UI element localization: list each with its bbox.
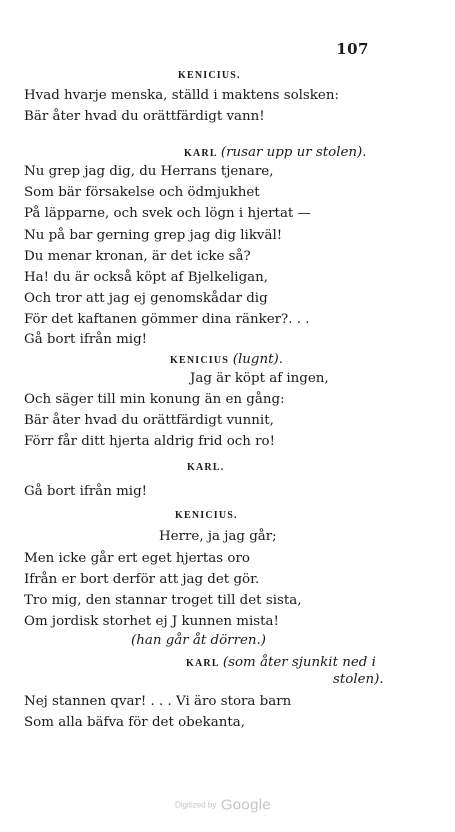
stage-direction: (han går åt dörren.)	[131, 633, 267, 648]
verse-line: Som bär försakelse och ödmjukhet	[24, 185, 260, 200]
speaker-kenicius: KENICIUS.	[175, 510, 238, 521]
verse-line: Du menar kronan, är det icke så?	[24, 249, 251, 264]
stage-direction: (som åter sjunkit ned i	[222, 655, 376, 670]
speaker-karl	[186, 656, 376, 669]
speaker-kenicius	[170, 353, 283, 366]
verse-line: Nej stannen qvar! . . . Vi äro stora barn	[24, 694, 292, 709]
verse-line: Bär åter hvad du orättfärdigt vunnit,	[24, 413, 274, 428]
speaker-name: KARL	[184, 148, 218, 159]
google-logo: Google	[220, 796, 271, 814]
verse-line: Hvad hvarje menska, ställd i maktens solsken:	[24, 88, 339, 103]
watermark-prefix: Digitized by	[175, 800, 217, 810]
speaker-kenicius: KENICIUS.	[178, 70, 241, 81]
stage-direction: stolen).	[333, 672, 384, 687]
speaker-karl: KARL.	[187, 462, 225, 473]
verse-line: Om jordisk storhet ej J kunnen mista!	[24, 614, 279, 629]
verse-line: Förr får ditt hjerta aldrig frid och ro!	[24, 434, 275, 449]
speaker-name: KENICIUS	[170, 355, 230, 366]
verse-line: Jag är köpt af ingen,	[190, 371, 329, 386]
verse-line: Bär åter hvad du orättfärdigt vann!	[24, 109, 265, 124]
speaker-karl	[184, 146, 367, 159]
verse-line: Men icke går ert eget hjertas oro	[24, 551, 250, 566]
verse-line: Nu på bar gerning grep jag dig likväl!	[24, 228, 283, 243]
verse-line: Och tror att jag ej genomskådar dig	[24, 291, 268, 306]
verse-line: Herre, ja jag går;	[159, 529, 277, 544]
speaker-name: KARL	[186, 658, 220, 669]
verse-line: Gå bort ifrån mig!	[24, 484, 148, 499]
verse-line: Gå bort ifrån mig!	[24, 332, 148, 347]
verse-line: Ha! du är också köpt af Bjelkeligan,	[24, 270, 268, 285]
verse-line: Som alla bäfva för det obekanta,	[24, 715, 246, 730]
verse-line: Nu grep jag dig, du Herrans tjenare,	[24, 164, 274, 179]
verse-line: Ifrån er bort derför att jag det gör.	[24, 572, 260, 587]
verse-line: Tro mig, den stannar troget till det sista,	[24, 593, 302, 608]
verse-line: Och säger till min konung än en gång:	[24, 392, 285, 407]
stage-direction: (rusar upp ur stolen).	[220, 145, 367, 160]
stage-direction: (lugnt).	[232, 352, 283, 367]
page-number: 107	[336, 40, 369, 58]
digitized-watermark	[175, 796, 271, 814]
verse-line: För det kaftanen gömmer dina ränker?. . .	[24, 312, 310, 327]
verse-line: På läpparne, och svek och lögn i hjertat —	[24, 206, 311, 221]
